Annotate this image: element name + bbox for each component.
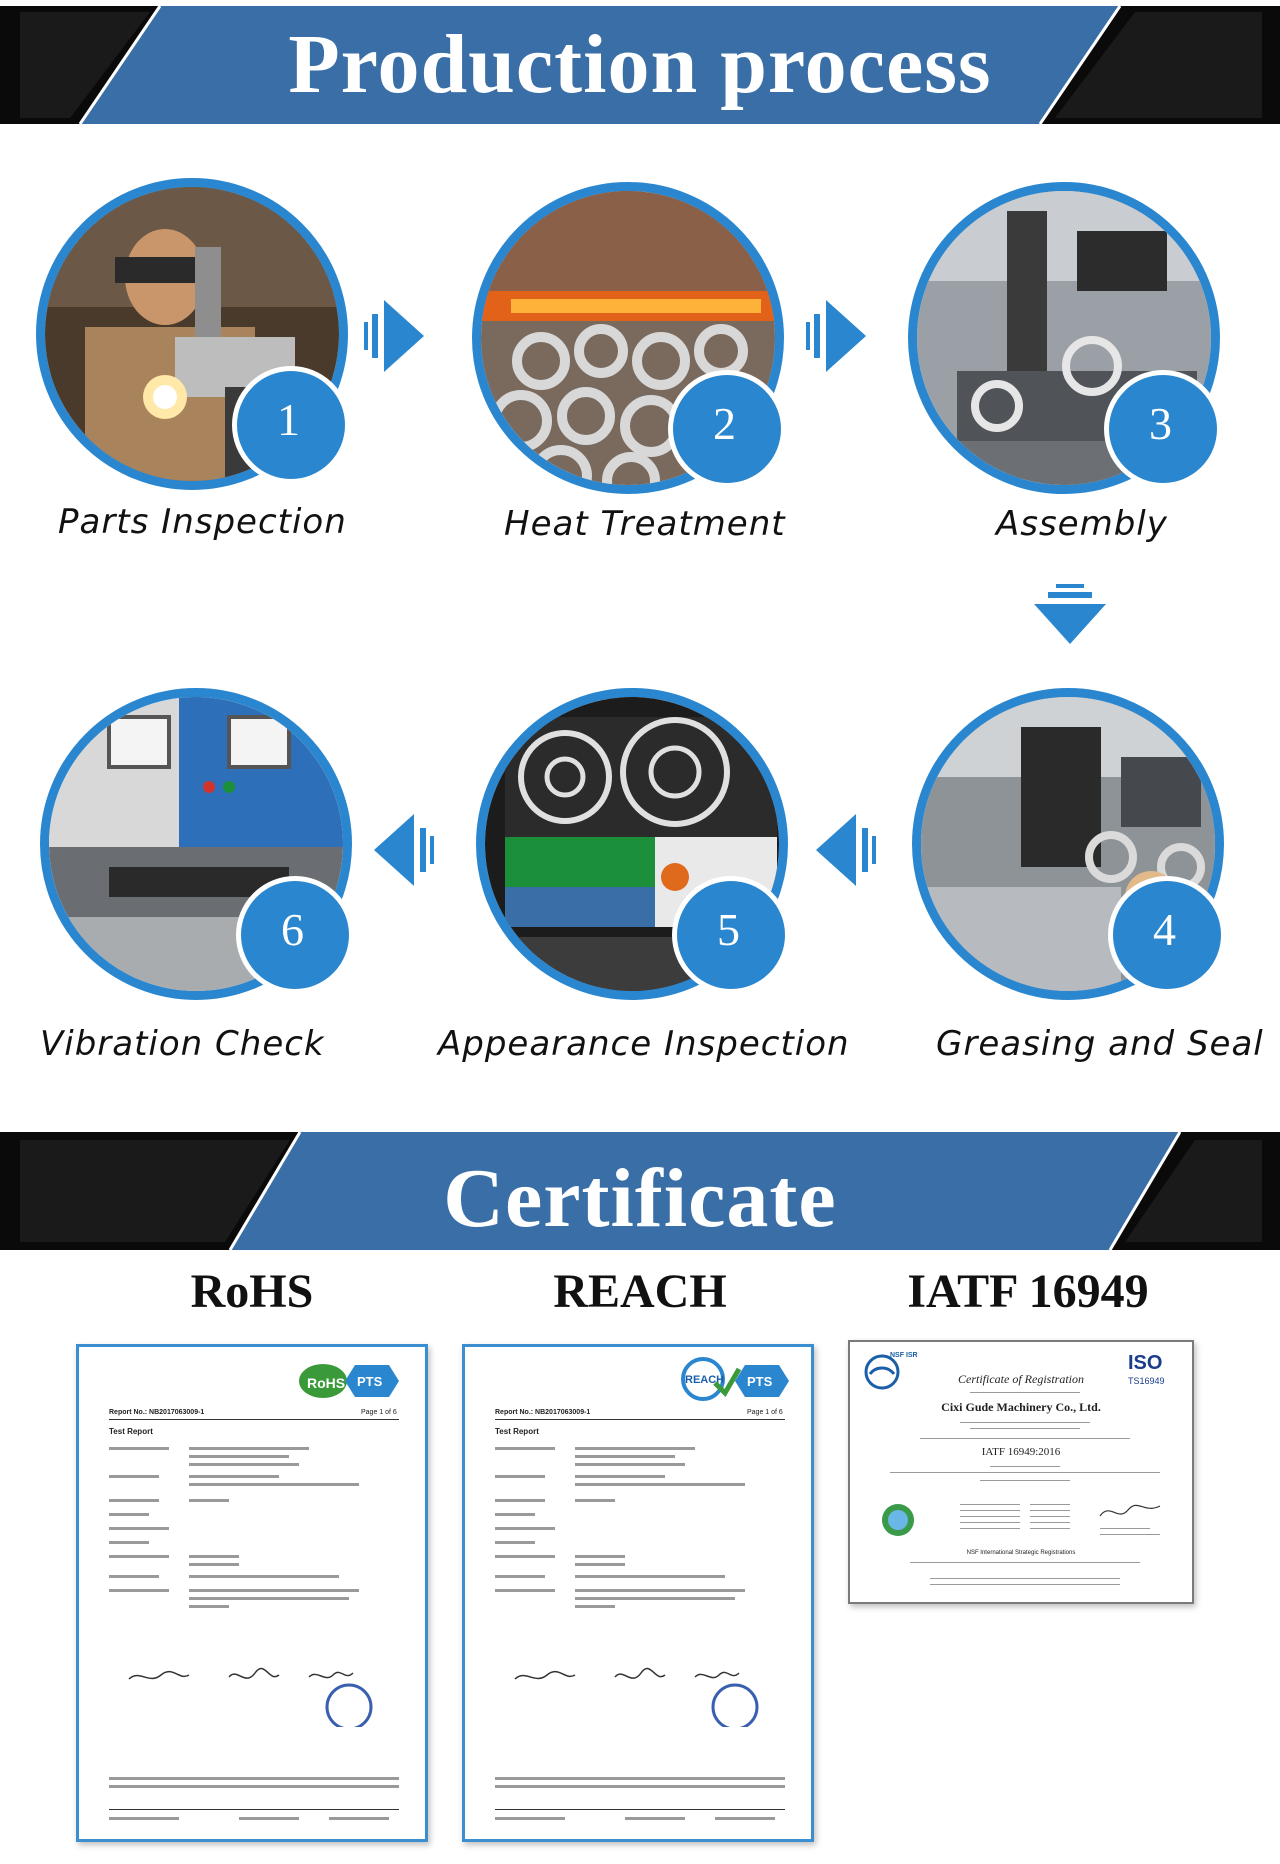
- report-number: Report No.: NB2017063009-1: [109, 1409, 205, 1416]
- text-line: [189, 1463, 299, 1466]
- step-appearance-inspection: [476, 688, 788, 1000]
- text-line: [495, 1475, 545, 1478]
- text-line: [960, 1504, 1020, 1505]
- text-line: [1100, 1534, 1160, 1535]
- pts-logo-text: PTS: [357, 1374, 383, 1389]
- text-line: [189, 1605, 229, 1608]
- standard-name: IATF 16949:2016: [981, 1446, 1061, 1458]
- text-line: [109, 1499, 159, 1502]
- text-line: [109, 1527, 169, 1530]
- text-line: [970, 1428, 1080, 1429]
- rohs-badge-icon: [295, 1361, 405, 1401]
- text-line: [495, 1541, 535, 1544]
- reach-badge-text: REACH: [685, 1374, 725, 1386]
- step-label-parts-inspection: Parts Inspection: [58, 502, 347, 542]
- step-label-greasing-and-seal: Greasing and Seal: [936, 1024, 1264, 1064]
- text-line: [575, 1563, 625, 1566]
- text-line: [1030, 1504, 1070, 1505]
- text-line: [495, 1527, 555, 1530]
- text-line: [1030, 1528, 1070, 1529]
- text-line: [189, 1575, 339, 1578]
- text-line: [960, 1422, 1090, 1423]
- divider: [495, 1809, 785, 1810]
- text-line: [575, 1589, 745, 1592]
- divider: [109, 1809, 399, 1810]
- company-name: Cixi Gude Machinery Co., Ltd.: [941, 1400, 1101, 1414]
- arrow-down-icon: [1030, 582, 1110, 648]
- text-line: [960, 1510, 1020, 1511]
- text-line: [575, 1455, 675, 1458]
- text-line: [575, 1555, 625, 1558]
- text-line: [495, 1589, 555, 1592]
- step-number-badge: 2: [668, 370, 786, 488]
- rohs-badge-text: RoHS: [307, 1375, 346, 1391]
- text-line: [495, 1499, 545, 1502]
- text-line: [109, 1513, 149, 1516]
- text-line: [575, 1575, 725, 1578]
- step-vibration-check: [40, 688, 352, 1000]
- arrow-left-icon: [366, 810, 436, 890]
- step-label-vibration-check: Vibration Check: [40, 1024, 325, 1064]
- report-heading: Test Report: [495, 1427, 539, 1436]
- nsf-logo-text: NSF ISR: [890, 1352, 918, 1359]
- reach-certificate-document: [462, 1344, 814, 1842]
- text-line: [495, 1777, 785, 1780]
- text-line: [109, 1777, 399, 1780]
- cert-name-reach: REACH: [553, 1265, 727, 1318]
- step-number-badge: 5: [672, 876, 790, 994]
- text-line: [189, 1597, 349, 1600]
- text-line: [960, 1516, 1020, 1517]
- text-line: [109, 1817, 179, 1820]
- globe-seal-icon: [880, 1502, 916, 1538]
- step-parts-inspection: [36, 178, 348, 490]
- production-banner: [0, 6, 1280, 124]
- certificate-title: Certificate: [443, 1152, 837, 1245]
- text-line: [189, 1483, 359, 1486]
- text-line: [189, 1455, 289, 1458]
- page-indicator: Page 1 of 6: [747, 1409, 783, 1416]
- step-number-badge: 1: [232, 366, 350, 484]
- iso-badge-icon: ISO: [1128, 1352, 1163, 1374]
- text-line: [575, 1463, 685, 1466]
- certificate-heading: Certificate of Registration: [958, 1372, 1084, 1386]
- iatf-certificate-document: [848, 1340, 1194, 1604]
- certificate-banner: [0, 1132, 1280, 1250]
- text-line: [189, 1555, 239, 1558]
- registrar-footer: NSF International Strategic Registrations: [966, 1550, 1076, 1556]
- text-line: [495, 1513, 535, 1516]
- text-line: [109, 1575, 159, 1578]
- text-line: [239, 1817, 299, 1820]
- text-line: [1030, 1522, 1070, 1523]
- step-number-badge: 4: [1108, 876, 1226, 994]
- text-line: [990, 1466, 1060, 1467]
- text-line: [109, 1447, 169, 1450]
- text-line: [1030, 1516, 1070, 1517]
- text-line: [575, 1475, 665, 1478]
- text-line: [980, 1480, 1070, 1481]
- step-assembly: [908, 182, 1220, 494]
- text-line: [930, 1578, 1120, 1579]
- text-line: [1100, 1528, 1150, 1529]
- text-line: [189, 1499, 229, 1502]
- text-line: [495, 1555, 555, 1558]
- report-heading: Test Report: [109, 1427, 153, 1436]
- arrow-right-icon: [804, 296, 874, 376]
- text-line: [970, 1392, 1080, 1393]
- production-title: Production process: [288, 18, 992, 111]
- divider: [495, 1419, 785, 1420]
- reach-badge-icon: [675, 1357, 795, 1401]
- text-line: [189, 1589, 359, 1592]
- page-indicator: Page 1 of 6: [361, 1409, 397, 1416]
- step-label-appearance-inspection: Appearance Inspection: [438, 1024, 850, 1064]
- text-line: [575, 1447, 695, 1450]
- step-number-badge: 3: [1104, 370, 1222, 488]
- text-line: [575, 1605, 615, 1608]
- signature: [1096, 1500, 1166, 1524]
- arrow-right-icon: [362, 296, 432, 376]
- rohs-certificate-document: [76, 1344, 428, 1842]
- text-line: [109, 1785, 399, 1788]
- text-line: [189, 1563, 239, 1566]
- text-line: [715, 1817, 775, 1820]
- text-line: [960, 1528, 1020, 1529]
- text-line: [109, 1541, 149, 1544]
- step-label-heat-treatment: Heat Treatment: [504, 504, 786, 544]
- text-line: [495, 1817, 565, 1820]
- text-line: [930, 1584, 1120, 1585]
- signatures: [505, 1667, 785, 1727]
- step-label-assembly: Assembly: [996, 504, 1168, 544]
- text-line: [910, 1562, 1140, 1563]
- report-number: Report No.: NB2017063009-1: [495, 1409, 591, 1416]
- signatures: [119, 1667, 399, 1727]
- step-greasing-and-seal: [912, 688, 1224, 1000]
- text-line: [1030, 1510, 1070, 1511]
- text-line: [575, 1597, 735, 1600]
- text-line: [109, 1475, 159, 1478]
- step-heat-treatment: [472, 182, 784, 494]
- text-line: [575, 1483, 745, 1486]
- text-line: [189, 1475, 279, 1478]
- cert-name-rohs: RoHS: [190, 1265, 314, 1318]
- step-number-badge: 6: [236, 876, 354, 994]
- text-line: [960, 1522, 1020, 1523]
- text-line: [109, 1589, 169, 1592]
- pts-logo-text: PTS: [747, 1374, 773, 1389]
- text-line: [920, 1438, 1130, 1439]
- text-line: [495, 1785, 785, 1788]
- text-line: [495, 1447, 555, 1450]
- text-line: [625, 1817, 685, 1820]
- text-line: [109, 1555, 169, 1558]
- text-line: [575, 1499, 615, 1502]
- text-line: [329, 1817, 389, 1820]
- arrow-left-icon: [808, 810, 878, 890]
- divider: [109, 1419, 399, 1420]
- text-line: [495, 1575, 545, 1578]
- ts16949-label: TS16949: [1128, 1376, 1165, 1386]
- cert-name-iatf: IATF 16949: [907, 1265, 1149, 1318]
- text-line: [189, 1447, 309, 1450]
- text-line: [890, 1472, 1160, 1473]
